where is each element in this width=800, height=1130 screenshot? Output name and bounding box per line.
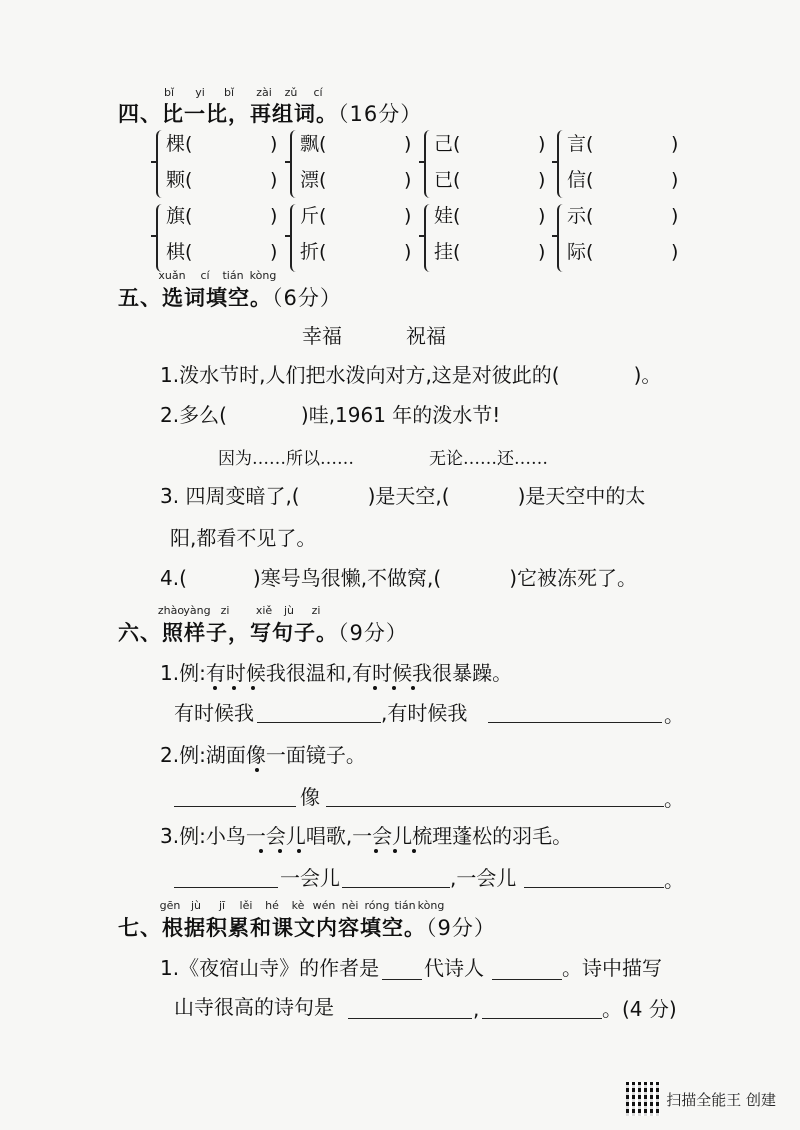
section-6-heading [118, 617, 408, 647]
close-paren: ) [671, 205, 679, 227]
pinyin: kòng [417, 899, 445, 912]
answer-prompt: 。 [664, 787, 684, 811]
char: 飘( [300, 133, 327, 155]
word-bank: 祝福 [406, 324, 446, 348]
emphasis-dot [255, 768, 259, 772]
brace-icon [424, 130, 433, 198]
pair-top [166, 204, 278, 228]
word-pair [290, 202, 418, 276]
char: 颗( [166, 169, 193, 191]
brace-icon [156, 204, 165, 272]
scanner-watermark [626, 1082, 776, 1116]
pinyin: hé [265, 899, 279, 912]
answer-line[interactable] [326, 806, 664, 807]
emphasis-dot [412, 849, 416, 853]
answer-line[interactable] [488, 722, 662, 723]
question-text: 2.多么( )哇,1961 年的泼水节! [160, 403, 501, 427]
close-paren: ) [404, 133, 412, 155]
answer-line[interactable] [342, 887, 450, 888]
brace-icon [290, 204, 299, 272]
word-pair [156, 128, 284, 202]
pinyin: cí [200, 269, 210, 282]
close-paren: ) [671, 169, 679, 191]
answer-line[interactable] [524, 887, 664, 888]
char: 折( [300, 241, 327, 263]
char: 已( [434, 169, 461, 191]
close-paren: ) [270, 133, 278, 155]
emphasis-dot [411, 686, 415, 690]
answer-line[interactable] [257, 722, 381, 723]
pinyin: nèi [341, 899, 359, 912]
pair-bottom [300, 168, 412, 192]
pinyin: kòng [249, 269, 277, 282]
pair-bottom [300, 240, 412, 264]
answer-line[interactable] [348, 1018, 472, 1019]
emphasis-dot [213, 686, 217, 690]
section-title: 六、照样子，写句子。 [118, 621, 338, 645]
pinyin: zi [311, 604, 321, 617]
emphasis-dot [232, 686, 236, 690]
question-text: 代诗人 [424, 956, 484, 980]
pair-top [434, 204, 546, 228]
pair-bottom [434, 168, 546, 192]
answer-prompt: 。 [664, 703, 684, 727]
section-score: （9分） [426, 916, 496, 940]
answer-line[interactable] [482, 1018, 602, 1019]
pinyin: zài [256, 86, 272, 99]
char: 斤( [300, 205, 327, 227]
close-paren: ) [671, 133, 679, 155]
answer-line[interactable] [382, 979, 422, 980]
section-title: 五、选词填空。 [118, 286, 272, 310]
brace-icon [156, 130, 165, 198]
emphasis-dot [297, 849, 301, 853]
emphasis-dot [374, 849, 378, 853]
char: 漂( [300, 169, 327, 191]
close-paren: ) [270, 241, 278, 263]
question-text: 。诗中描写 [562, 956, 662, 980]
answer-prompt: 像 [300, 785, 320, 809]
pinyin: róng [364, 899, 390, 912]
pair-bottom [567, 240, 679, 264]
emphasis-dot [278, 849, 282, 853]
char: 棵( [166, 133, 193, 155]
answer-prompt: 一会儿 [280, 866, 340, 890]
section-4-heading [118, 98, 422, 128]
emphasis-dot [393, 849, 397, 853]
close-paren: ) [270, 169, 278, 191]
example-sentence: 3.例:小鸟一会儿唱歌,一会儿梳理蓬松的羽毛。 [160, 824, 573, 848]
word-pair [557, 202, 685, 276]
question-text: 1.《夜宿山寺》的作者是 [160, 956, 380, 980]
pinyin: jī [218, 899, 226, 912]
pair-top [300, 132, 412, 156]
close-paren: ) [404, 169, 412, 191]
char: 旗( [166, 205, 193, 227]
pinyin: zǔ [284, 86, 298, 99]
answer-prompt: 。 [664, 868, 684, 892]
close-paren: ) [404, 241, 412, 263]
pinyin: yàng [183, 604, 211, 617]
pinyin: bǐ [163, 86, 175, 99]
close-paren: ) [538, 133, 546, 155]
char: 示( [567, 205, 594, 227]
emphasis-dot [392, 686, 396, 690]
char: 己( [434, 133, 461, 155]
word-bank: 无论……还…… [429, 449, 548, 469]
answer-prompt: 有时候我 [174, 701, 254, 725]
emphasis-dot [251, 686, 255, 690]
question-text: 山寺很高的诗句是 [174, 995, 334, 1019]
char: 际( [567, 241, 594, 263]
pair-bottom [567, 168, 679, 192]
pinyin: wén [312, 899, 336, 912]
char: 信( [567, 169, 594, 191]
answer-prompt: ,一会儿 [450, 866, 517, 890]
pinyin: jù [283, 604, 295, 617]
brace-icon [290, 130, 299, 198]
qr-code-icon [626, 1082, 660, 1116]
char: 娃( [434, 205, 461, 227]
answer-line[interactable] [174, 887, 278, 888]
word-bank: 幸福 [302, 324, 342, 348]
section-title: 七、根据积累和课文内容填空。 [118, 916, 426, 940]
section-title: 四、比一比，再组词。 [118, 102, 338, 126]
pinyin: yi [195, 86, 205, 99]
pair-bottom [166, 240, 278, 264]
question-text: 1.泼水节时,人们把水泼向对方,这是对彼此的( )。 [160, 363, 662, 387]
char: 言( [567, 133, 594, 155]
pinyin: kè [291, 899, 305, 912]
pair-top [300, 204, 412, 228]
word-pair [424, 202, 552, 276]
pinyin: tián [222, 269, 244, 282]
pinyin: gēn [159, 899, 181, 912]
pinyin: bǐ [223, 86, 235, 99]
section-7-heading [118, 912, 496, 942]
question-text: , [473, 997, 480, 1021]
close-paren: ) [270, 205, 278, 227]
char: 挂( [434, 241, 461, 263]
question-text: 4.( )寒号鸟很懒,不做窝,( )它被冻死了。 [160, 566, 638, 590]
pair-top [434, 132, 546, 156]
word-pair [290, 128, 418, 202]
word-pair [156, 202, 284, 276]
pinyin: tián [394, 899, 416, 912]
section-score: （16分） [338, 102, 423, 126]
scanner-text: 扫描全能王 创建 [666, 1090, 776, 1109]
example-sentence: 1.例:有时候我很温和,有时候我很暴躁。 [160, 661, 513, 685]
close-paren: ) [538, 205, 546, 227]
pinyin: xiě [255, 604, 273, 617]
pair-top [567, 132, 679, 156]
answer-prompt: ,有时候我 [381, 701, 468, 725]
pinyin: xuǎn [158, 269, 186, 282]
brace-icon [557, 130, 566, 198]
close-paren: ) [404, 205, 412, 227]
char: 棋( [166, 241, 193, 263]
word-bank: 因为……所以…… [218, 449, 354, 469]
example-sentence: 2.例:湖面像一面镜子。 [160, 743, 366, 767]
word-pair [557, 128, 685, 202]
close-paren: ) [538, 169, 546, 191]
pinyin: cí [313, 86, 323, 99]
pair-bottom [166, 168, 278, 192]
brace-icon [557, 204, 566, 272]
pair-top [166, 132, 278, 156]
question-text: 阳,都看不见了。 [170, 526, 317, 550]
word-pair [424, 128, 552, 202]
close-paren: ) [538, 241, 546, 263]
pinyin: zi [220, 604, 230, 617]
brace-icon [424, 204, 433, 272]
question-text: 。(4 分) [602, 997, 677, 1021]
emphasis-dot [259, 849, 263, 853]
section-score: （9分） [338, 621, 408, 645]
pair-top [567, 204, 679, 228]
emphasis-dot [373, 686, 377, 690]
pinyin: jù [190, 899, 202, 912]
answer-line[interactable] [174, 806, 296, 807]
pair-bottom [434, 240, 546, 264]
pinyin: zhào [157, 604, 185, 617]
answer-line[interactable] [492, 979, 562, 980]
section-5-heading [118, 282, 342, 312]
pinyin: lěi [239, 899, 253, 912]
close-paren: ) [671, 241, 679, 263]
section-score: （6分） [272, 286, 342, 310]
question-text: 3. 四周变暗了,( )是天空,( )是天空中的太 [160, 484, 646, 508]
